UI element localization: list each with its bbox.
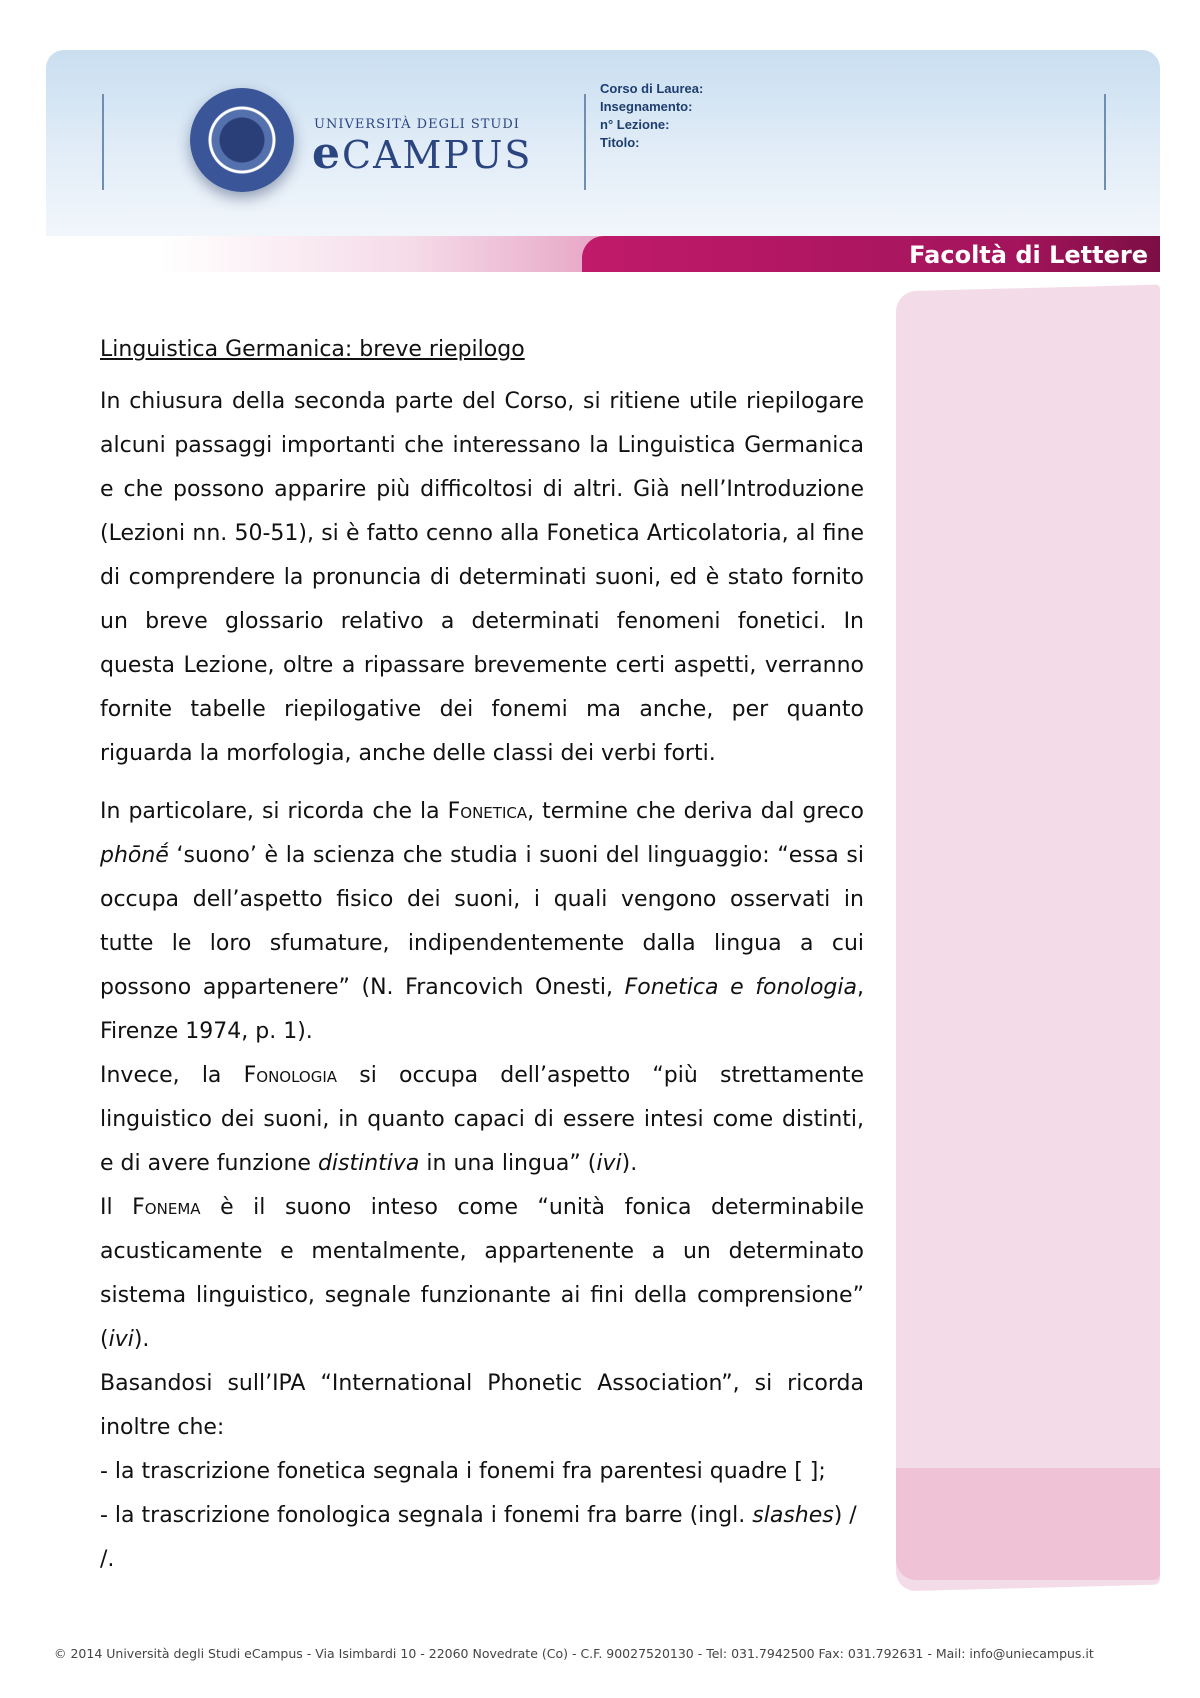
header-divider-right	[1104, 94, 1106, 190]
meta-subject: Insegnamento:	[600, 99, 693, 114]
logo-e: e	[312, 128, 342, 179]
side-decoration-panel	[896, 285, 1160, 1592]
logo-university-text: UNIVERSITÀ DEGLI STUDI	[314, 117, 520, 132]
list-item-phonetic: - la trascrizione fonetica segnala i fonemi fra parentesi quadre [ ];	[100, 1459, 826, 1484]
faculty-name: Facoltà di Lettere	[909, 241, 1148, 269]
header-divider-middle	[584, 94, 586, 190]
paragraph-intro: In chiusura della seconda parte del Corso, si ritiene utile riepilogare alcuni passaggi importanti che interessano la Linguistica Germanica e che possono apparire più difficoltosi di altri. Già nell’Introduzione (Lezioni nn. 50-51), si è fatto cenno alla Fonetica Articolatoria, al fine di comprendere la pronuncia di determinati suoni, ed è stato fornito un breve glossario relativo a determinati fenomeni fonetici. In questa Lezione, oltre a ripassare brevemente certi aspetti, verranno fornite tabelle riepilogative dei fonemi ma anche, per quanto riguarda la morfologia, anche delle classi dei verbi forti.	[100, 389, 864, 766]
header-divider-left	[102, 94, 104, 190]
side-decoration-panel-bottom	[896, 1468, 1160, 1580]
greek-word: phōnḗ	[100, 843, 169, 868]
lesson-heading: Linguistica Germanica: breve riepilogo	[100, 337, 525, 362]
list-item-phonological: - la trascrizione fonologica segnala i fonemi fra barre (ingl. slashes) / /.	[100, 1503, 857, 1572]
citation-ivi: ivi	[108, 1327, 134, 1352]
paragraph-fonologia: Invece, la Fonologia si occupa dell’aspetto “più strettamente linguistico dei suoni, in quanto capaci di essere intesi come distinti, e di avere funzione distintiva in una lingua” (ivi).	[100, 1063, 864, 1176]
citation-ivi: ivi	[596, 1151, 622, 1176]
university-seal-logo	[190, 88, 294, 192]
logo-ecampus-wordmark	[312, 128, 532, 179]
book-title: Fonetica e fonologia	[624, 975, 857, 1000]
meta-lesson-number: n° Lezione:	[600, 117, 670, 132]
page-footer: © 2014 Università degli Studi eCampus - Via Isimbardi 10 - 22060 Novedrate (Co) - C.F. 90027520130 - Tel: 031.7942500 Fax: 031.792631 - Mail: info@uniecampus.it	[54, 1646, 1094, 1661]
paragraph-ipa: Basandosi sull’IPA “International Phonetic Association”, si ricorda inoltre che:	[100, 1371, 864, 1440]
term-fonologia: Fonologia	[243, 1063, 338, 1088]
logo-campus: CAMPUS	[342, 133, 533, 177]
lesson-meta	[600, 80, 703, 152]
term-fonetica: Fonetica	[447, 799, 528, 824]
paragraph-fonetica: In particolare, si ricorda che la Fonetica, termine che deriva dal greco phōnḗ ‘suono’ è la scienza che studia i suoni del linguaggio: “essa si occupa dell’aspetto fisico dei suoni, i quali vengono osservati in tutte le loro sfumature, indipendentemente dalla lingua a cui possono appartenere” (N. Francovich Onesti, Fonetica e fonologia, Firenze 1974, p. 1).	[100, 799, 864, 1044]
lesson-content	[100, 328, 864, 1582]
emphasis-slashes: slashes	[752, 1503, 834, 1528]
meta-course: Corso di Laurea:	[600, 81, 704, 96]
meta-title: Titolo:	[600, 135, 640, 150]
paragraph-fonema: Il Fonema è il suono inteso come “unità fonica determinabile acusticamente e mentalmente, appartenente a un determinato sistema linguistico, segnale funzionante ai fini della comprensione” (ivi).	[100, 1195, 864, 1352]
term-fonema: Fonema	[132, 1195, 201, 1220]
emphasis-distintiva: distintiva	[317, 1151, 420, 1176]
